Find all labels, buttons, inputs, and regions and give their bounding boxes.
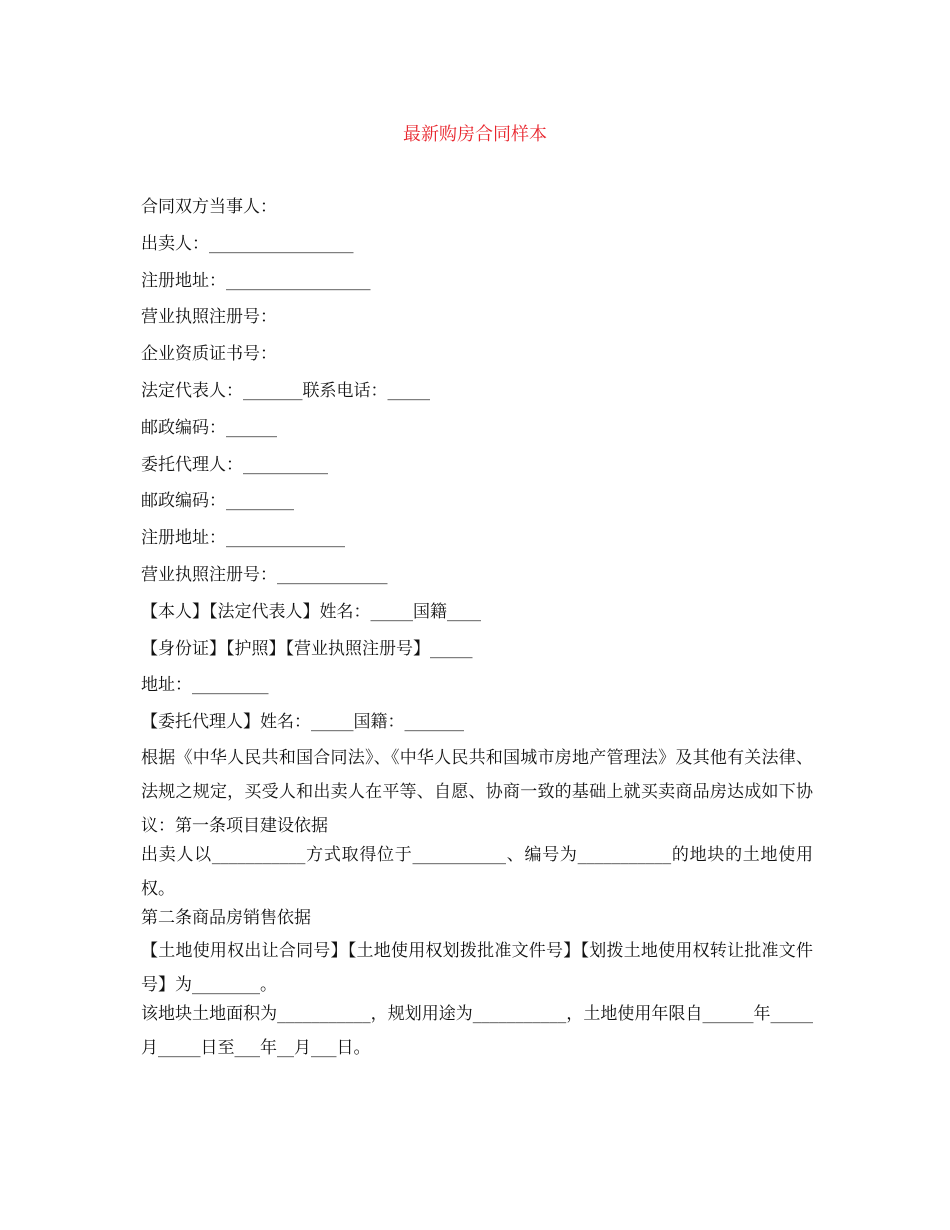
legal-basis-paragraph: 根据《中华人民共和国合同法》、《中华人民共和国城市房地产管理法》及其他有关法律、法规之规定，买受人和出卖人在平等、自愿、协商一致的基础上就买卖商品房达成如下协议：第一条项目建设依据 [141,747,813,836]
page-title: 最新购房合同样本 [403,124,547,145]
seller-field: 出卖人：_________________ [141,233,354,254]
postal-code-field: 邮政编码：______ [141,417,277,438]
agent-field: 委托代理人：__________ [141,454,328,475]
registered-address-field-2: 注册地址：______________ [141,528,345,549]
article-two-heading: 第二条商品房销售依据 [141,907,311,928]
legal-rep-phone-field: 法定代表人：_______联系电话：_____ [141,380,430,401]
parties-heading: 合同双方当事人： [141,197,277,217]
id-document-field: 【身份证】【护照】【营业执照注册号】_____ [141,638,473,659]
land-use-right-paragraph: 出卖人以___________方式取得位于___________、编号为___________的地块的土地使用权。 [141,844,813,899]
qualification-cert-field: 企业资质证书号： [141,344,277,365]
address-field: 地址：_________ [141,675,269,696]
land-area-paragraph: 该地块土地面积为___________，规划用途为___________，土地使用年限自______年_____月_____日至___年__月___日。 [141,1003,813,1058]
buyer-name-nationality-field: 【本人】【法定代表人】姓名：_____国籍____ [141,601,481,622]
postal-code-field-2: 邮政编码：________ [141,491,294,512]
business-license-field-2: 营业执照注册号：_____________ [141,564,388,585]
land-contract-paragraph: 【土地使用权出让合同号】【土地使用权划拨批准文件号】【划拨土地使用权转让批准文件号】为________。 [141,940,813,995]
buyer-agent-field: 【委托代理人】姓名：_____国籍：_______ [141,712,464,733]
contract-body [141,194,813,1065]
business-license-field: 营业执照注册号： [141,307,277,328]
registered-address-field: 注册地址：_________________ [141,270,371,291]
